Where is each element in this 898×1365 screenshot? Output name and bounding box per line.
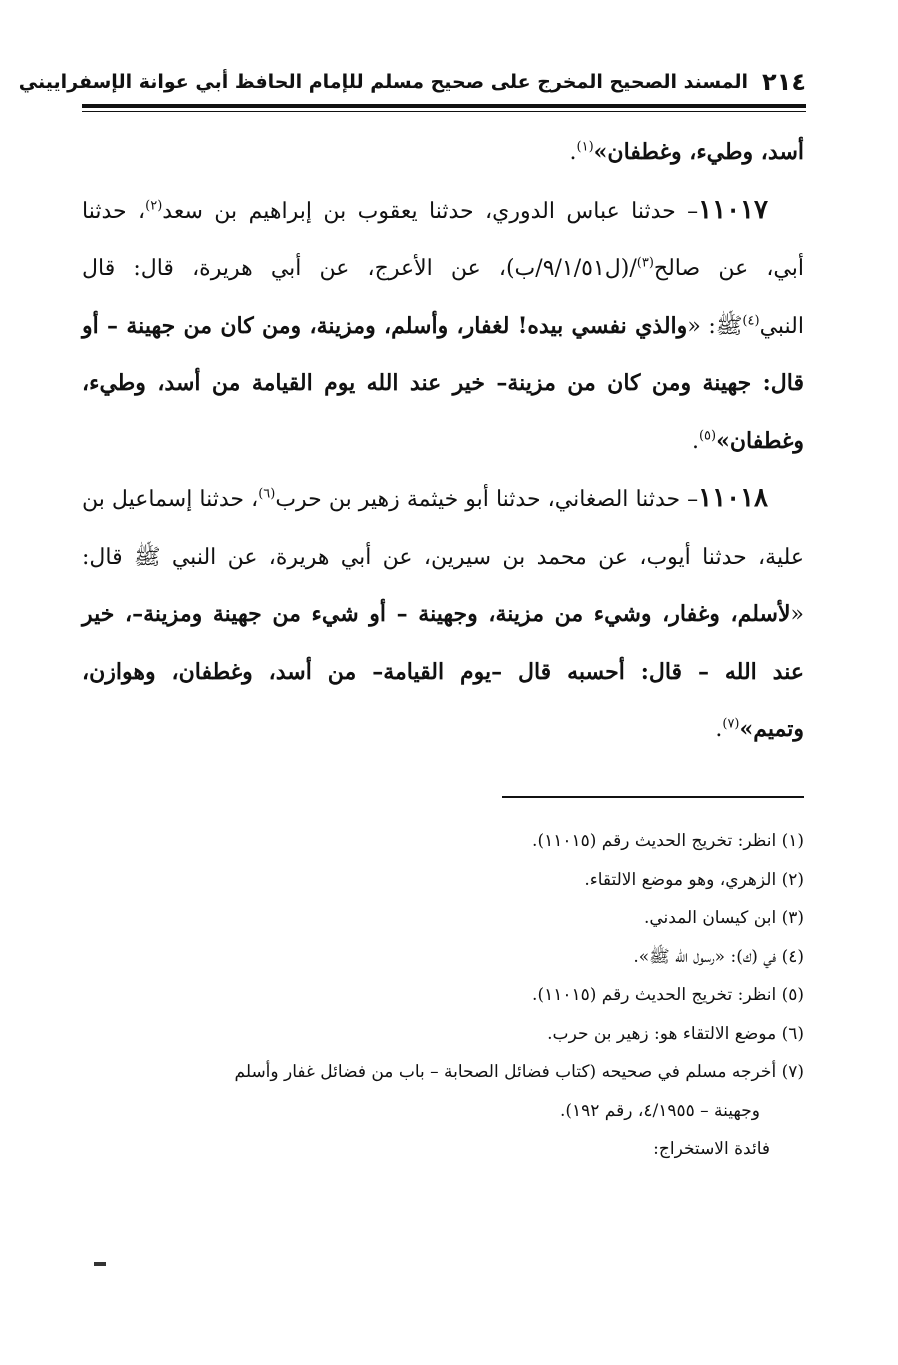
text-span: ﷺ: « <box>687 313 743 339</box>
text-span: /(ل٩/١/٥١/ب)، عن الأعرج، عن أبي هريرة، قال: قال النبي <box>82 256 804 339</box>
continuation-paragraph <box>82 124 804 182</box>
footnote-ref: (٦) <box>258 486 276 502</box>
text-span: ، حدثنا أبي، عن صالح <box>82 198 804 281</box>
footnote-ref: (١) <box>576 139 594 155</box>
footnote-ref: (٤) <box>742 313 760 329</box>
hadith-number: ١١٠١٧ <box>698 194 768 225</box>
header-rule-thick <box>82 104 806 108</box>
footnote-2: (٢) الزهري، وهو موضع الالتقاء. <box>584 869 804 890</box>
hadith-text-bold: والذي نفسي بيده! لغفار، وأسلم، ومزينة، ومن كان من جهينة – أو قال: جهينة ومن كان من مزينة– خير عند الله يوم القيامة من أسد، وطيء، وغطفان» <box>82 312 804 454</box>
header-rule-thin <box>82 111 806 112</box>
footnote-7: (٧) أخرجه مسلم في صحيحه (كتاب فضائل الصحابة – باب من فضائل غفار وأسلم <box>234 1062 804 1082</box>
running-head <box>18 62 806 102</box>
footnote-ref: (٥) <box>698 428 717 444</box>
footnote-ref: (٢) <box>145 198 163 214</box>
footnote-4: (٤) في (ك): «رسول الله ﷺ». <box>633 946 804 967</box>
page-number: ٢١٤ <box>762 68 806 96</box>
text-span: – حدثنا عباس الدوري، حدثنا يعقوب بن إبراهيم بن سعد <box>162 198 699 224</box>
text-span: – حدثنا الصغاني، حدثنا أبو خيثمة زهير بن حرب <box>275 487 699 512</box>
extraction-benefit-heading: فائدة الاستخراج: <box>653 1139 770 1159</box>
hadith-paragraph-11018 <box>82 470 804 759</box>
footnote-separator <box>502 796 804 798</box>
text-span: . <box>691 428 699 454</box>
running-title: المسند الصحيح المخرج على صحيح مسلم للإمام الحافظ أبي عوانة الإسفراييني <box>18 71 749 93</box>
footnote-5: (٥) انظر: تخريج الحديث رقم (١١٠١٥). <box>532 985 804 1005</box>
footnote-ref: (٣) <box>636 255 654 271</box>
footnote-3: (٣) ابن كيسان المدني. <box>643 908 804 928</box>
hadith-number: ١١٠١٨ <box>698 483 768 513</box>
footnote-7-continuation: وجهينة – ٤/١٩٥٥، رقم ١٩٢). <box>559 1100 760 1121</box>
text-span: . <box>569 140 577 165</box>
hadith-text-bold: أسد، وطيء، وغطفان» <box>593 139 804 165</box>
main-text <box>82 124 804 759</box>
text-span: ، حدثنا إسماعيل بن علية، حدثنا أيوب، عن محمد بن سيرين، عن أبي هريرة، عن النبي ﷺ قال: « <box>82 487 804 627</box>
footnote-ref: (٧) <box>722 716 740 732</box>
hadith-text-bold: لأسلم، وغفار، وشيء من مزينة، وجهينة – أو شيء من جهينة ومزينة–، خير عند الله – قال: أحسبه قال –يوم القيامة– من أسد، وغطفان، وهوازن، وتميم» <box>82 601 804 742</box>
footnote-6: (٦) موضع الالتقاء هو: زهير بن حرب. <box>547 1023 804 1044</box>
text-span: . <box>715 717 723 742</box>
footnotes <box>82 822 804 1169</box>
footnote-1: (١) انظر: تخريج الحديث رقم (١١٠١٥). <box>532 831 804 851</box>
margin-mark <box>94 1262 106 1266</box>
hadith-paragraph-11017 <box>82 182 804 471</box>
